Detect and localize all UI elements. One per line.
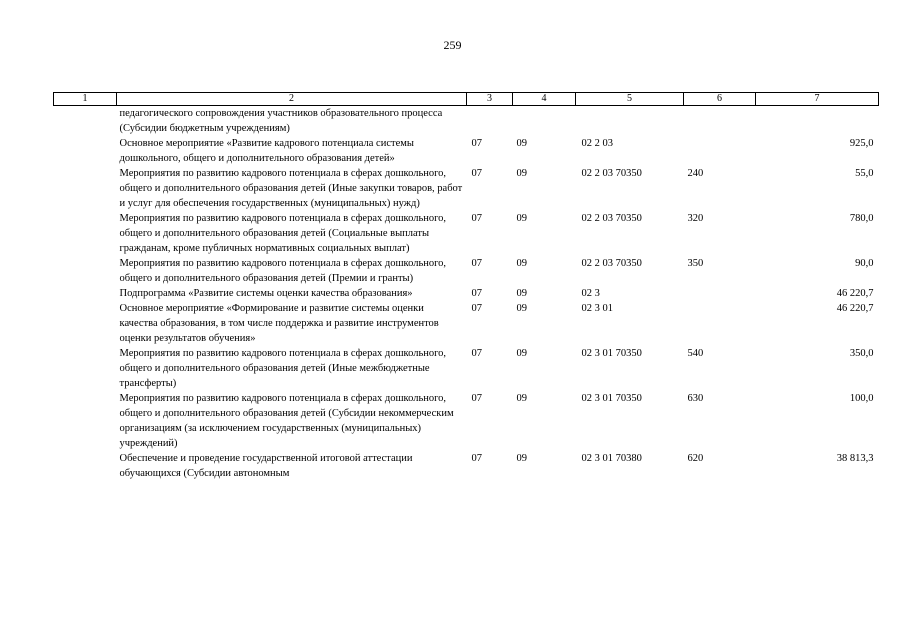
table-row xyxy=(54,391,879,451)
cell-name: Мероприятия по развитию кадрового потенциала в сферах дошкольного, общего и дополнительного образования детей (Премии и гранты) xyxy=(119,258,447,284)
cell-amount: 55,0 xyxy=(855,168,874,179)
cell-amount: 46 220,7 xyxy=(836,288,874,299)
col-header-7: 7 xyxy=(756,93,879,106)
cell-target-article: 02 2 03 70350 xyxy=(581,258,642,269)
cell-subsection: 09 xyxy=(516,213,527,224)
cell-target-article: 02 3 01 70350 xyxy=(581,393,642,404)
col-header-6: 6 xyxy=(684,93,756,106)
cell-section: 07 xyxy=(471,258,482,269)
cell-target-article: 02 3 01 70350 xyxy=(581,348,642,359)
cell-expense-type: 630 xyxy=(687,393,704,404)
cell-subsection: 09 xyxy=(516,348,527,359)
cell-empty xyxy=(54,286,117,301)
cell-amount: 46 220,7 xyxy=(836,303,874,314)
cell-section: 07 xyxy=(471,453,482,464)
cell-target-article: 02 2 03 70350 xyxy=(581,213,642,224)
table-row xyxy=(54,451,879,481)
table-row xyxy=(54,256,879,286)
cell-section: 07 xyxy=(471,288,482,299)
cell-target-article: 02 3 01 70380 xyxy=(581,453,642,464)
cell-expense-type: 240 xyxy=(687,168,704,179)
cell-expense-type: 620 xyxy=(687,453,704,464)
cell-subsection: 09 xyxy=(516,303,527,314)
cell-expense-type: 350 xyxy=(687,258,704,269)
table-row xyxy=(54,166,879,211)
col-header-2: 2 xyxy=(117,93,467,106)
cell-expense-type xyxy=(684,106,756,137)
cell-expense-type: 320 xyxy=(687,213,704,224)
cell-subsection: 09 xyxy=(516,138,527,149)
cell-expense-type xyxy=(684,286,756,301)
cell-name: Основное мероприятие «Развитие кадрового потенциала системы дошкольного, общего и дополнительного образования детей» xyxy=(119,138,414,164)
col-header-3: 3 xyxy=(467,93,513,106)
cell-amount: 780,0 xyxy=(849,213,874,224)
cell-empty xyxy=(54,166,117,211)
cell-subsection: 09 xyxy=(516,393,527,404)
cell-name: Мероприятия по развитию кадрового потенциала в сферах дошкольного, общего и дополнительного образования детей (Социальные выплаты гражданам, кроме публичных нормативных социальных выплат) xyxy=(119,213,447,254)
table-row xyxy=(54,346,879,391)
page-number: 259 xyxy=(443,38,462,52)
table-row xyxy=(54,301,879,346)
cell-section xyxy=(467,106,513,137)
cell-empty xyxy=(54,211,117,256)
cell-section: 07 xyxy=(471,393,482,404)
cell-empty xyxy=(54,136,117,166)
cell-section: 07 xyxy=(471,168,482,179)
header-row xyxy=(54,93,879,106)
table-row xyxy=(54,136,879,166)
cell-target-article: 02 2 03 70350 xyxy=(581,168,642,179)
cell-empty xyxy=(54,106,117,137)
cell-empty xyxy=(54,256,117,286)
cell-subsection: 09 xyxy=(516,168,527,179)
cell-section: 07 xyxy=(471,348,482,359)
col-header-1: 1 xyxy=(54,93,117,106)
cell-name: Подпрограмма «Развитие системы оценки качества образования» xyxy=(119,288,413,299)
cell-subsection: 09 xyxy=(516,453,527,464)
table-row xyxy=(54,211,879,256)
cell-empty xyxy=(54,346,117,391)
table-row xyxy=(54,286,879,301)
cell-empty xyxy=(54,451,117,481)
cell-expense-type xyxy=(684,136,756,166)
cell-expense-type: 540 xyxy=(687,348,704,359)
cell-empty xyxy=(54,301,117,346)
cell-name: Обеспечение и проведение государственной итоговой аттестации обучающихся (Субсидии автономным xyxy=(119,453,413,479)
cell-target-article xyxy=(576,106,684,137)
cell-amount: 90,0 xyxy=(855,258,874,269)
cell-subsection: 09 xyxy=(516,288,527,299)
cell-name: Мероприятия по развитию кадрового потенциала в сферах дошкольного, общего и дополнительного образования детей (Иные закупки товаров, работ и услуг для обеспечения государственных (муниципальных) нужд) xyxy=(119,168,463,209)
cell-name: Мероприятия по развитию кадрового потенциала в сферах дошкольного, общего и дополнительного образования детей (Иные межбюджетные трансферты) xyxy=(119,348,447,389)
cell-target-article: 02 2 03 xyxy=(581,138,613,149)
cell-name: Основное мероприятие «Формирование и развитие системы оценки качества образования, в том числе поддержка и развитие инструментов оценки результатов обучения» xyxy=(119,303,439,344)
cell-amount: 100,0 xyxy=(849,393,874,404)
cell-amount: 38 813,3 xyxy=(836,453,874,464)
cell-target-article: 02 3 xyxy=(581,288,600,299)
cell-amount xyxy=(756,106,879,137)
cell-name: педагогического сопровождения участников образовательного процесса (Субсидии бюджетным учреждениям) xyxy=(119,108,443,134)
budget-table xyxy=(53,92,879,481)
cell-expense-type xyxy=(684,301,756,346)
cell-section: 07 xyxy=(471,213,482,224)
col-header-5: 5 xyxy=(576,93,684,106)
table-body xyxy=(54,106,879,482)
cell-name: Мероприятия по развитию кадрового потенциала в сферах дошкольного, общего и дополнительного образования детей (Субсидии некоммерческим организациям (за исключением государственных (муниципальных) учреждений) xyxy=(119,393,454,449)
cell-subsection: 09 xyxy=(516,258,527,269)
col-header-4: 4 xyxy=(513,93,576,106)
cell-section: 07 xyxy=(471,138,482,149)
cell-amount: 350,0 xyxy=(849,348,874,359)
table-row xyxy=(54,106,879,137)
cell-empty xyxy=(54,391,117,451)
cell-section: 07 xyxy=(471,303,482,314)
cell-amount: 925,0 xyxy=(849,138,874,149)
cell-subsection xyxy=(513,106,576,137)
cell-target-article: 02 3 01 xyxy=(581,303,613,314)
